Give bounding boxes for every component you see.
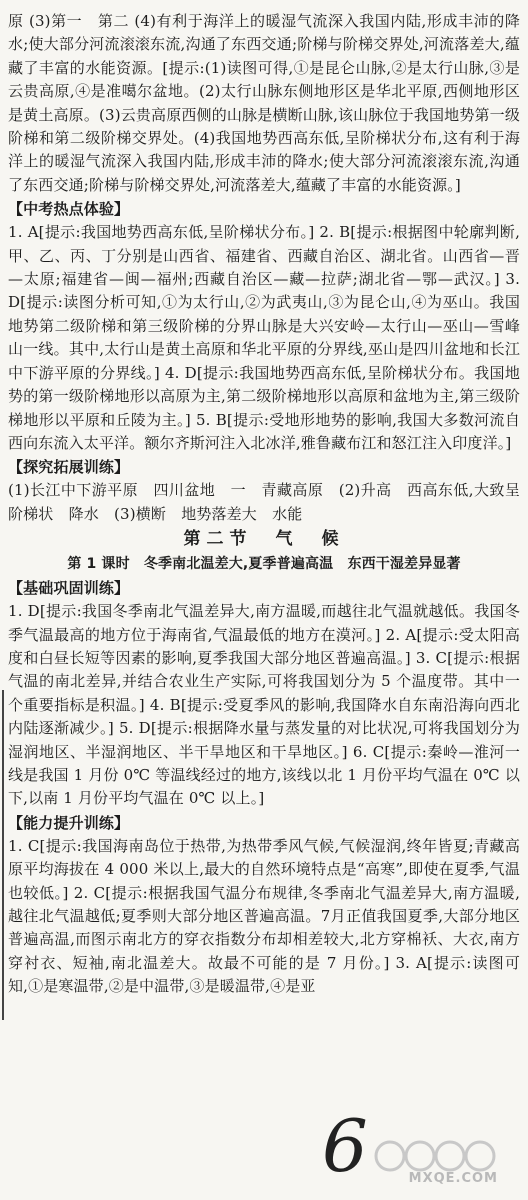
handwritten-page-number: 6	[322, 1104, 368, 1188]
section-header-nengli: 【能力提升训练】	[8, 813, 130, 832]
tanjiu-answers: (1)长江中下游平原 四川盆地 一 青藏高原 (2)升高 西高东低,大致呈阶梯状 降水 (3)横断 地势落差大 水能	[8, 481, 520, 523]
section-header-zhongkao: 【中考热点体验】	[8, 200, 130, 219]
lesson-title: 第 1 课时 冬季南北温差大,夏季普遍高温 东西干湿差异显著	[67, 556, 461, 573]
section-header-tanjiu: 【探究拓展训练】	[8, 458, 130, 477]
section-header-jichu: 【基础巩固训练】	[8, 579, 130, 598]
nengli-answers: 1. C[提示:我国海南岛位于热带,为热带季风气候,气候湿润,终年皆夏;青藏高原平均海拔在 4 000 米以上,最大的自然环境特点是“高寒”,即使在夏季,气温也较低。] 2. C[提示:根据我国气温分布规律,冬季南北气温差异大,南方温暖,越往北气温越低;夏季则大部分地区普遍高温。7月正值我国夏季,大部分地区普遍高温,而图示南北方的穿衣指数分布却相差较大,北方穿棉袄、大衣,南方穿衬衣、短袖,南北温差大。故最不可能的是 7 月份。] 3. A[提示:读图可知,①是寒温带,②是中温带,③是暖温带,④是亚	[8, 836, 520, 996]
answer-text-block	[8, 10, 520, 999]
answer-paragraph-top: 原 (3)第一 第二 (4)有利于海洋上的暖湿气流深入我国内陆,形成丰沛的降水;使大部分河流滚滚东流,沟通了东西交通;阶梯与阶梯交界处,河流落差大,蕴藏了丰富的水能资源。[提示:(1)读图可得,①是昆仑山脉,②是太行山脉,③是云贵高原,④是准噶尔盆地。(2)太行山脉东侧地形区是华北平原,西侧地形区是黄土高原。(3)云贵高原西侧的山脉是横断山脉,该山脉位于我国地势第一级阶梯和第二级阶梯交界处。(4)我国地势西高东低,呈阶梯状分布,这有利于海洋上的暖湿气流深入我国内陆,形成丰沛的降水;使大部分河流滚滚东流,沟通了东西交通;阶梯与阶梯交界处,河流落差大,蕴藏了丰富的水能资源。]	[8, 12, 520, 194]
watermark-text: MXQE.COM	[408, 1171, 498, 1186]
section-heading: 第二节 气 候	[183, 529, 345, 550]
zhongkao-answers: 1. A[提示:我国地势西高东低,呈阶梯状分布。] 2. B[提示:根据图中轮廓判断,甲、乙、丙、丁分别是山西省、福建省、西藏自治区、湖北省。山西省—晋—太原;福建省—闽—福州;西藏自治区—藏—拉萨;湖北省—鄂—武汉。] 3. D[提示:读图分析可知,①为太行山,②为武夷山,③为昆仑山,④为巫山。我国地势第二级阶梯和第三级阶梯的分界山脉是大兴安岭—太行山—巫山—雪峰山一线。其中,太行山是黄土高原和华北平原的分界线,巫山是四川盆地和长江中下游平原的分界线。] 4. D[提示:我国地势西高东低,呈阶梯状分布。我国地势的第一级阶梯地形以高原为主,第二级阶梯地形以高原和盆地为主,第三级阶梯地形以平原和丘陵为主。] 5. B[提示:受地形地势的影响,我国大多数河流自西向东流入太平洋。额尔齐斯河注入北冰洋,雅鲁藏布江和怒江注入印度洋。]	[8, 223, 520, 452]
left-margin-bracket	[2, 690, 4, 1020]
jichu-answers: 1. D[提示:我国冬季南北气温差异大,南方温暖,而越往北气温就越低。我国冬季气温最高的地方位于海南省,气温最低的地方在漠河。] 2. A[提示:受太阳高度和白昼长短等因素的影响,夏季我国大部分地区普遍高温。] 3. C[提示:根据气温的南北差异,并结合农业生产实际,可将我国划分为 5 个温度带。其中一个重要指标是积温。] 4. B[提示:受夏季风的影响,我国降水自东南沿海向西北内陆逐渐减少。] 5. D[提示:根据降水量与蒸发量的对比状况,可将我国划分为湿润地区、半湿润地区、半干旱地区和干旱地区。] 6. C[提示:秦岭—淮河一线是我国 1 月份 0℃ 等温线经过的地方,该线以北 1 月份平均气温在 0℃ 以下,以南 1 月份平均气温在 0℃ 以上。]	[8, 602, 520, 808]
watermark-logo	[370, 1136, 520, 1192]
